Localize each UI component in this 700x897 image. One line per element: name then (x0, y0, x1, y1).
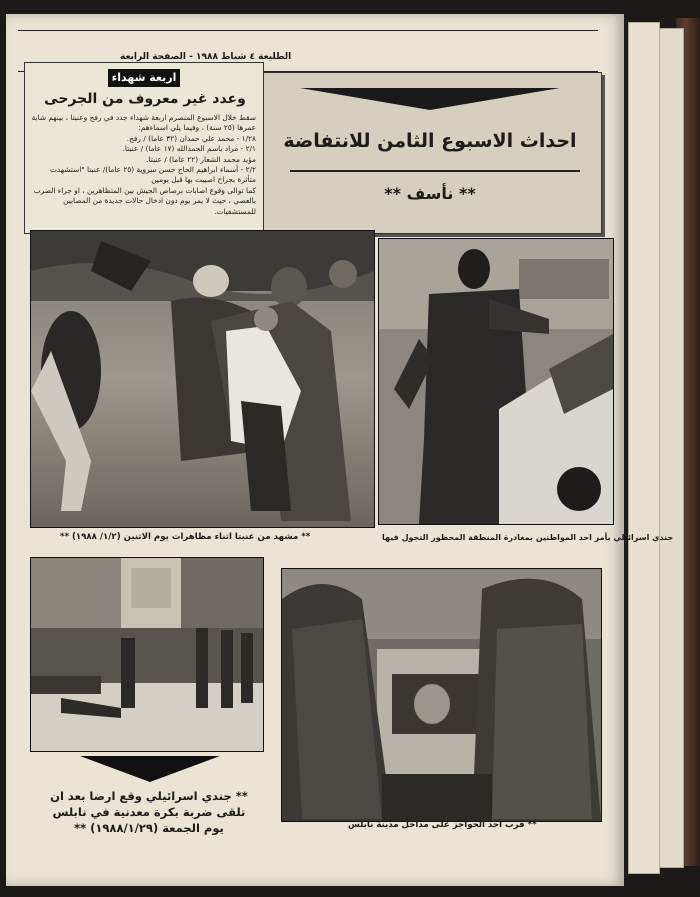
running-head: الطليعة ٤ شباط ١٩٨٨ - الصفحة الرابعة (120, 52, 292, 62)
story-paragraph: سقط خلال الاسبوع المنصرم اربعة شهداء جدد في رفح وعنبتا ، بينهم شابة عمرها (٢٥ سنة) ، وفيما يلي اسماءهم: (31, 113, 256, 133)
photo-checkpoint-image (282, 569, 601, 821)
photo-nablus-checkpoint (281, 568, 602, 822)
photo-soldier-car-image (379, 239, 613, 524)
photo-caption: ** مشهد من عنبتا اثناء مظاهرات يوم الاثنين (١/٢/ ١٩٨٨) ** (60, 532, 311, 542)
story-paragraph: كما توالى وقوع اصابات برصاص الجيش بين المتظاهرين ، او جراء الضرب بالعصي ، حيث لا يمر يوم دون ادخال حالات جديدة من المصابين للمستشفيات. (33, 185, 256, 216)
photo-caption: جندي اسرائيلي يأمر احد المواطنين بمغادرة المنطقة المحظور التجول فيها (382, 533, 674, 542)
story-title: وعدد غير معروف من الجرحى (44, 91, 246, 107)
page-stack-mid (628, 22, 660, 874)
photo-soldier-car (378, 238, 614, 525)
story-kicker: اربعة شهداء (108, 69, 180, 87)
story-body (30, 113, 256, 217)
story-paragraph: ٢/١ - مراد باسم الحمدالله (١٧ عاما) / عنبتا. (122, 144, 256, 154)
story-paragraph: مؤيد محمد الشعار (٢٢ عاما) / عنبتا. (146, 154, 256, 164)
headline-rule (290, 170, 580, 172)
photo-nablus-image (31, 558, 263, 751)
headline-byline: ** نأسف ** (384, 184, 476, 203)
triangle-ornament-icon (300, 88, 560, 110)
page-headline: احداث الاسبوع الثامن للانتفاضة (283, 130, 577, 152)
photo-anabta-demonstration (30, 230, 375, 528)
photo-anabta-image (31, 231, 374, 527)
photo-caption: ** قرب احد الحواجز على مداخل مدينة نابلس (348, 820, 537, 830)
photo-caption: ** جندي اسرائيلي وقع ارضا بعد ان تلقى ضربة بكرة معدنية في نابلس يوم الجمعة (١٩٨٨/١/٢٩) ** (50, 789, 248, 835)
story-paragraph: ٢/٢ - أسماء ابراهيم الحاج حسن سروية (٢٥ عاما)/ عنبتا "استشهدت متأثرة بجراح اصيبت بها قبل يومين (49, 165, 256, 185)
story-paragraph: ١/٢٨ - محمد علي حمدان (٣٢ عاما) / رفح. (126, 133, 256, 143)
photo-nablus-street (30, 557, 264, 752)
triangle-ornament-icon (80, 756, 220, 782)
